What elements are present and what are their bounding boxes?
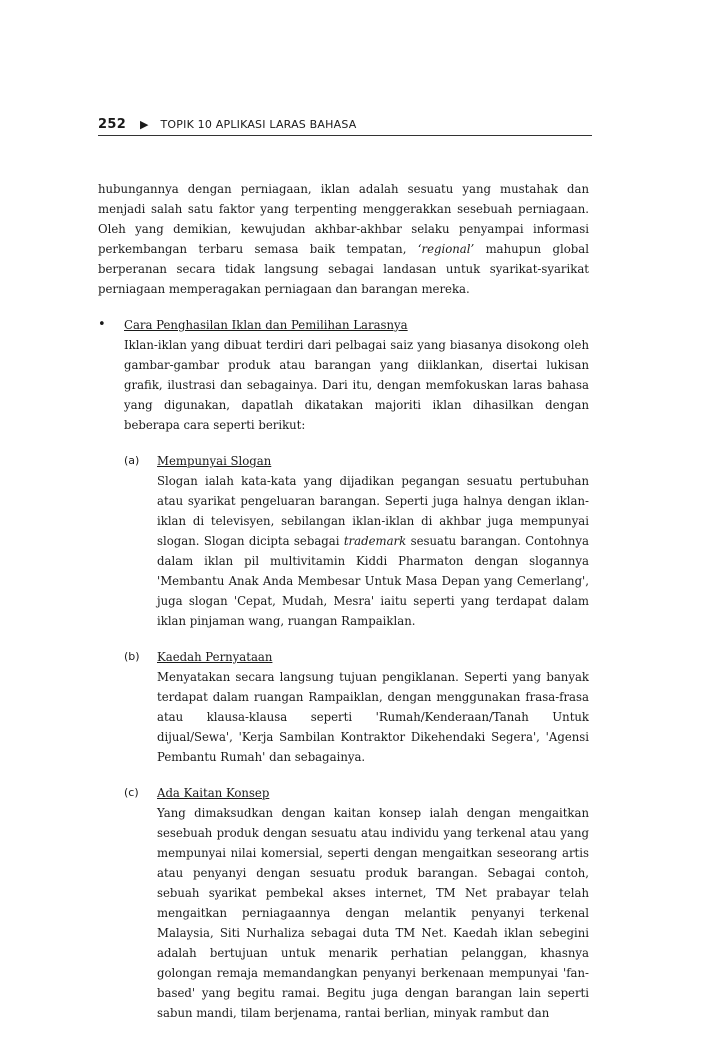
item-paragraph: Menyatakan secara langsung tujuan pengiklanan. Seperti yang banyak terdapat dalam ruangan Rampaiklan, dengan menggunakan frasa-frasa atau klausa-klausa seperti 'Rumah/Kenderaan/Tanah Untuk dijual/Sewa', 'Kerja Sambilan Kontraktor Dikehendaki Segera', 'Agensi Pembantu Rumah' dan sebagainya. [157, 670, 589, 764]
page-number: 252 [98, 117, 127, 132]
item-text-b: sesuatu barangan. Contohnya dalam iklan pil multivitamin Kiddi Pharmaton dengan slogannya 'Membantu Anak Anda Membesar Untuk Masa Depan yang Cemerlang', juga slogan 'Cepat, Mudah, Mesra' iaitu seperti yang terdapat dalam iklan pinjaman wang, ruangan Rampaiklan. [157, 534, 589, 628]
item-label: (b) [124, 650, 140, 663]
item-heading: Ada Kaitan Konsep [157, 786, 270, 800]
arrow-right-icon: ▶ [140, 118, 149, 131]
item-heading: Mempunyai Slogan [157, 454, 272, 468]
item-paragraph: Yang dimaksudkan dengan kaitan konsep ialah dengan mengaitkan sesebuah produk dengan sesuatu atau individu yang terkenal atau yang mempunyai nilai komersial, seperti dengan mengaitkan seseorang artis atau penyanyi dengan sesuatu produk barangan. Sebagai contoh, sebuah syarikat pembekal akses internet, TM Net prabayar telah mengaitkan perniagaannya dengan melantik penyanyi terkenal Malaysia, Siti Nurhaliza sebagai duta TM Net. Kaedah iklan sebegini adalah bertujuan untuk menarik perhatian pelanggan, khasnya golongan remaja memandangkan penyanyi berkenaan mempunyai 'fan-based' yang begitu ramai. Begitu juga dengan barangan lain seperti sabun mandi, tilam berjenama, rantai berlian, minyak rambut dan [157, 806, 589, 1020]
item-label: (c) [124, 786, 139, 799]
intro-paragraph [98, 179, 589, 299]
topic-title: TOPIK 10 APLIKASI LARAS BAHASA [160, 118, 357, 131]
item-body [157, 647, 589, 767]
intro-text-a: hubungannya dengan perniagaan, iklan adalah sesuatu yang mustahak dan menjadi salah satu faktor yang terpenting menggerakkan sesebuah perniagaan. Oleh yang demikian, kewujudan akhbar-akhbar selaku penyampai informasi perkembangan terbaru semasa baik tempatan, [98, 182, 589, 256]
item-text-a: Slogan ialah kata-kata yang dijadikan pegangan sesuatu pertubuhan atau syarikat pengeluaran barangan. Seperti juga halnya dengan iklan-iklan di televisyen, sebilangan iklan-iklan di akhbar juga mempunyai slogan. Slogan dicipta sebagai [157, 474, 589, 548]
bullet-paragraph: Iklan-iklan yang dibuat terdiri dari pelbagai saiz yang biasanya disokong oleh gambar-gambar produk atau barangan yang diiklankan, disertai lukisan grafik, ilustrasi dan sebagainya. Dari itu, dengan memfokuskan laras bahasa yang digunakan, dapatlah dikatakan majoriti iklan dihasilkan dengan beberapa cara seperti berikut: [124, 338, 589, 432]
item-paragraph [157, 471, 589, 631]
intro-italic-term: ‘regional’ [417, 242, 475, 256]
body-content [98, 179, 589, 1039]
item-italic-term: trademark [343, 534, 407, 548]
bullet-body [124, 315, 589, 1039]
item-label: (a) [124, 454, 140, 467]
item-heading: Kaedah Pernyataan [157, 650, 273, 664]
item-body [157, 783, 589, 1023]
bullet-section [98, 315, 589, 1039]
bullet-icon: • [98, 317, 106, 332]
header-rule [98, 135, 592, 136]
running-header [98, 117, 592, 132]
list-item-a [124, 451, 589, 631]
list-item-b [124, 647, 589, 767]
intro-text-b: mahupun global berperanan secara tidak langsung sebagai landasan untuk syarikat-syarikat perniagaan memperagakan perniagaan dan barangan mereka. [98, 242, 589, 296]
item-body [157, 451, 589, 631]
list-item-c [124, 783, 589, 1023]
bullet-heading: Cara Penghasilan Iklan dan Pemilihan Larasnya [124, 318, 408, 332]
